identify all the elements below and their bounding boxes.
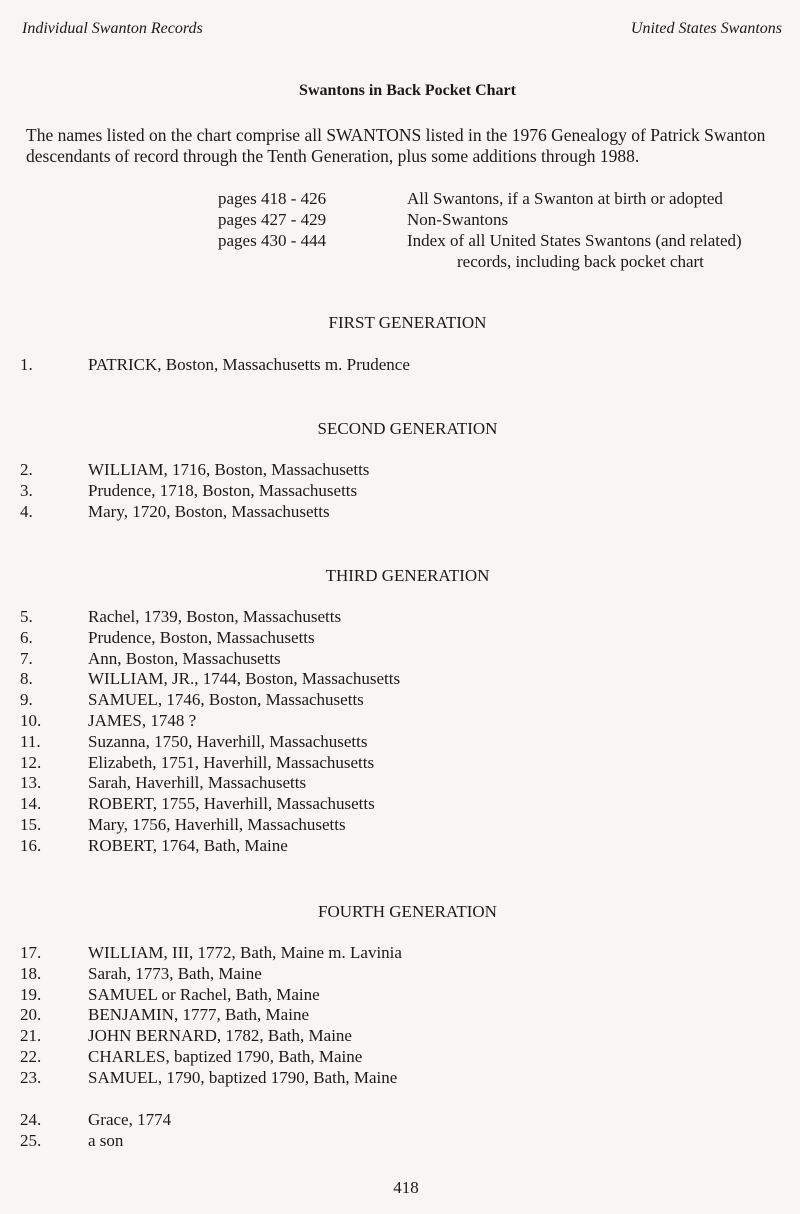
entry-number: 6.	[20, 627, 33, 647]
list-item	[20, 732, 400, 753]
entry-text: PATRICK, Boston, Massachusetts m. Prudence	[88, 355, 410, 374]
entry-number: 14.	[20, 794, 42, 814]
entry-number: 21.	[20, 1026, 42, 1046]
generation-entries	[20, 460, 369, 522]
entry-number: 25.	[20, 1130, 42, 1150]
page-range-list	[218, 188, 800, 272]
entry-text: Sarah, 1773, Bath, Maine	[88, 963, 262, 983]
entry-text: Elizabeth, 1751, Haverhill, Massachusetts	[88, 752, 375, 772]
list-item	[20, 964, 402, 985]
list-item	[20, 355, 410, 376]
entry-number: 1.	[20, 355, 33, 374]
entry-number: 17.	[20, 943, 42, 962]
list-item	[20, 1110, 171, 1131]
page-range-description: Non-Swantons	[407, 210, 509, 229]
page-number: 418	[393, 1178, 419, 1197]
entry-text: ROBERT, 1755, Haverhill, Massachusetts	[88, 794, 375, 814]
list-item	[20, 1068, 402, 1089]
generation-heading: FIRST GENERATION	[328, 313, 487, 332]
page-range-row-continued	[218, 251, 800, 272]
intro-paragraph: The names listed on the chart comprise all SWANTONS listed in the 1976 Genealogy of Patrick Swanton descendants of record through the Tenth Generation, plus some additions through 1988.	[26, 125, 766, 166]
list-item	[20, 628, 400, 649]
entry-text: Rachel, 1739, Boston, Massachusetts	[88, 607, 342, 626]
list-item	[20, 985, 402, 1006]
list-item	[20, 1047, 402, 1068]
entry-text: Prudence, Boston, Massachusetts	[88, 627, 315, 647]
generation-entries	[20, 607, 400, 857]
entry-number: 3.	[20, 480, 33, 500]
entry-number: 22.	[20, 1046, 42, 1066]
entry-text: JAMES, 1748 ?	[88, 710, 197, 730]
page-range-row	[218, 230, 800, 251]
entry-text: Ann, Boston, Massachusetts	[88, 648, 281, 668]
entry-number: 24.	[20, 1110, 42, 1129]
list-item	[20, 773, 400, 794]
list-item	[20, 943, 402, 964]
entry-number: 2.	[20, 460, 33, 479]
entry-text: Sarah, Haverhill, Massachusetts	[88, 773, 307, 793]
entry-text: ROBERT, 1764, Bath, Maine	[88, 835, 288, 855]
generation-extra-entries	[20, 1110, 171, 1152]
list-item	[20, 690, 400, 711]
entry-text: Grace, 1774	[88, 1110, 172, 1129]
page-title: Swantons in Back Pocket Chart	[299, 82, 516, 99]
generation-heading: THIRD GENERATION	[325, 566, 490, 585]
entry-text: Mary, 1756, Haverhill, Massachusetts	[88, 814, 346, 834]
entry-number: 11.	[20, 731, 41, 751]
entry-number: 4.	[20, 501, 33, 521]
entry-number: 15.	[20, 814, 42, 834]
page-range-description: Index of all United States Swantons (and related)	[407, 231, 742, 250]
list-item	[20, 460, 369, 481]
entry-text: SAMUEL, 1746, Boston, Massachusetts	[88, 690, 364, 710]
list-item	[20, 502, 369, 523]
generation-heading: FOURTH GENERATION	[318, 902, 497, 921]
list-item	[20, 1005, 402, 1026]
entry-number: 20.	[20, 1005, 42, 1025]
generation-entries	[20, 355, 410, 376]
page-range: pages 430 - 444	[218, 231, 327, 250]
entry-number: 8.	[20, 669, 33, 689]
entry-text: Suzanna, 1750, Haverhill, Massachusetts	[88, 731, 368, 751]
page-range-row	[218, 209, 800, 230]
list-item	[20, 1131, 171, 1152]
entry-number: 19.	[20, 984, 42, 1004]
list-item	[20, 607, 400, 628]
entry-text: Prudence, 1718, Boston, Massachusetts	[88, 480, 358, 500]
page-range-description-continued: records, including back pocket chart	[457, 252, 704, 271]
entry-number: 10.	[20, 710, 42, 730]
page-range: pages 427 - 429	[218, 210, 327, 229]
list-item	[20, 1026, 402, 1047]
running-header-right: United States Swantons	[630, 20, 782, 37]
list-item	[20, 481, 369, 502]
entry-text: SAMUEL or Rachel, Bath, Maine	[88, 984, 320, 1004]
entry-number: 23.	[20, 1067, 42, 1087]
list-item	[20, 649, 400, 670]
entry-number: 7.	[20, 648, 33, 668]
entry-number: 12.	[20, 752, 42, 772]
entry-text: Mary, 1720, Boston, Massachusetts	[88, 501, 330, 521]
entry-number: 5.	[20, 607, 33, 626]
page-range-description: All Swantons, if a Swanton at birth or adopted	[407, 189, 723, 208]
page-range-row	[218, 188, 800, 209]
list-item	[20, 836, 400, 857]
entry-text: a son	[88, 1130, 124, 1150]
generation-heading: SECOND GENERATION	[317, 419, 498, 438]
list-item	[20, 711, 400, 732]
running-header-left: Individual Swanton Records	[22, 20, 203, 37]
entry-text: BENJAMIN, 1777, Bath, Maine	[88, 1005, 309, 1025]
page-range: pages 418 - 426	[218, 189, 327, 208]
entry-number: 18.	[20, 963, 42, 983]
entry-number: 16.	[20, 835, 42, 855]
entry-text: CHARLES, baptized 1790, Bath, Maine	[88, 1046, 363, 1066]
entry-number: 9.	[20, 690, 33, 710]
list-item	[20, 753, 400, 774]
list-item	[20, 815, 400, 836]
entry-text: JOHN BERNARD, 1782, Bath, Maine	[88, 1026, 352, 1046]
generation-entries	[20, 943, 402, 1089]
entry-number: 13.	[20, 773, 42, 793]
list-item	[20, 794, 400, 815]
entry-text: WILLIAM, JR., 1744, Boston, Massachusetts	[88, 669, 401, 689]
entry-text: SAMUEL, 1790, baptized 1790, Bath, Maine	[88, 1067, 398, 1087]
list-item	[20, 669, 400, 690]
entry-text: WILLIAM, III, 1772, Bath, Maine m. Lavinia	[88, 943, 402, 962]
entry-text: WILLIAM, 1716, Boston, Massachusetts	[88, 460, 370, 479]
